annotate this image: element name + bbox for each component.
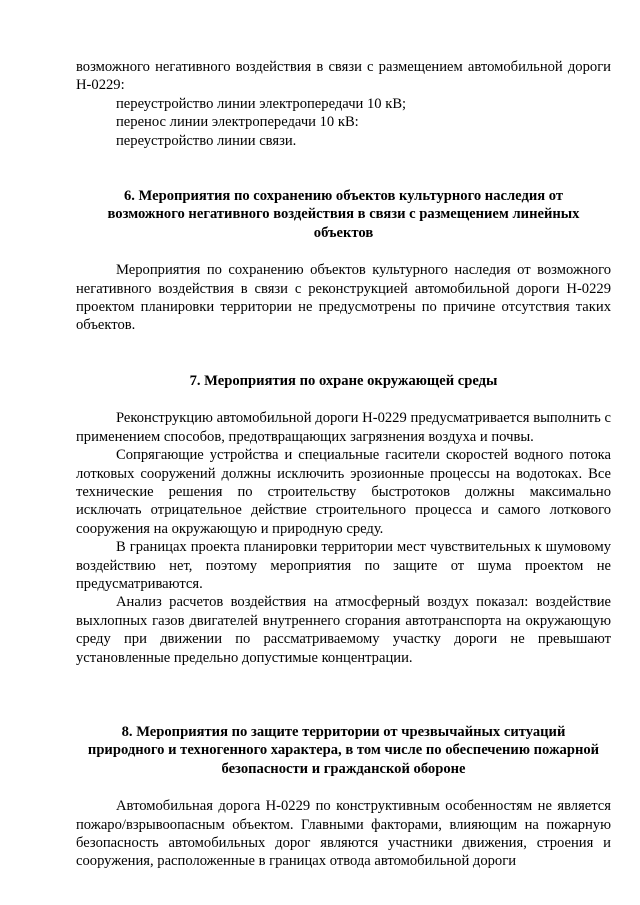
spacer xyxy=(76,778,611,797)
spacer xyxy=(76,242,611,261)
document-page xyxy=(76,58,611,871)
intro-list-item: перенос линии электропередачи 10 кВ: xyxy=(116,114,359,131)
section-7-paragraph: Реконструкцию автомобильной дороги Н-0229 предусматривается выполнить с применением способов, предотвращающих загрязнения воздуха и почвы. xyxy=(76,410,611,445)
section-6-paragraph: Мероприятия по сохранению объектов культурного наследия от возможного негативного воздействия в связи с реконструкцией автомобильной дороги Н-0229 проектом планировки территории не предусмотрены по причине отсутствия таких объектов. xyxy=(76,262,611,334)
section-7-paragraph: В границах проекта планировки территории мест чувствительных к шумовому воздействию нет, поэтому мероприятия по защите от шума проектом не предусматриваются. xyxy=(76,539,611,592)
intro-list-item: переустройство линии электропередачи 10 кВ; xyxy=(116,95,407,112)
section-8-paragraph: Автомобильная дорога Н-0229 по конструктивным особенностям не является пожаро/взрывоопасным объектом. Главными факторами, влияющим на пожарную безопасность автомобильных дорог являются участники движения, строения и сооружения, расположенные в границах отвода автомобильной дороги xyxy=(76,798,611,870)
intro-list-item: переустройство линии связи. xyxy=(116,132,297,149)
section-6-heading: 6. Мероприятия по сохранению объектов культурного наследия от возможного негативного воздействия в связи с размещением линейных объектов xyxy=(107,188,580,241)
spacer xyxy=(76,150,611,187)
spacer xyxy=(76,667,611,723)
section-7-paragraph: Сопрягающие устройства и специальные гасители скоростей водного потока лотковых сооружений должны исключить эрозионные процессы на водотоках. Все технические решения по строительству быстротоков должны максимально исключать отрицательное действие строительного процесса и самого лоткового сооружения на окружающую и природную среду. xyxy=(76,447,611,537)
section-8-heading: 8. Мероприятия по защите территории от чрезвычайных ситуаций природного и техногенного характера, в том числе по обеспечению пожарной безопасности и гражданской обороне xyxy=(87,723,600,777)
spacer xyxy=(76,390,611,409)
intro-paragraph: возможного негативного воздействия в связи с размещением автомобильной дороги Н-0229: xyxy=(76,59,611,94)
spacer xyxy=(76,335,611,372)
section-7-heading: 7. Мероприятия по охране окружающей среды xyxy=(189,372,498,389)
section-7-paragraph: Анализ расчетов воздействия на атмосферный воздух показал: воздействие выхлопных газов двигателей внутреннего сгорания автотранспорта на окружающую среду при движении по рассматриваемому участку дороги не превышают установленные предельно допустимые концентрации. xyxy=(76,594,611,666)
